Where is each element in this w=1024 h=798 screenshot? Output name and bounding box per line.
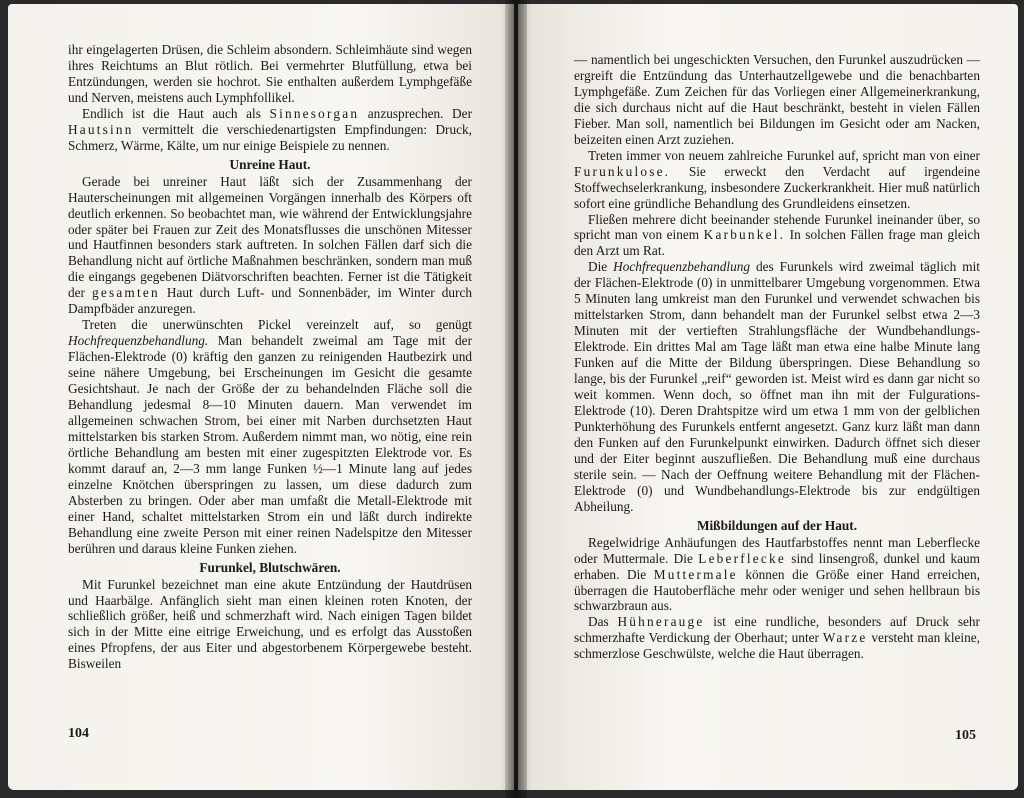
paragraph-sinnesorgan: Endlich ist die Haut auch als Sinnesorgan anzusprechen. Der Hautsinn vermittelt die verschiedenartigsten Empfindungen: Druck, Schmerz, Wärme, Kälte, um nur einige Beispiele zu nennen. [68, 105, 472, 153]
page-number: 104 [68, 726, 89, 741]
paragraph-hochfrequenz: Die Hochfrequenzbehandlung des Furunkels wird zweimal täglich mit der Flächen-Elektrode (0) in unmittelbarer Umgebung vorgenommen. Etwa 5 Minuten lang umkreist man den Furunkel und verwendet schwachen bis mittelstarken Strom, dann behandelt man der Furunkel selbst etwa 2—3 Minuten mit der vertieften Strahlungsfläche der Wundbehandlungs-Elektrode. Ein drittes Mal am Tage läßt man etwa eine halbe Minute lang Funken auf die Mitte der Bildung überspringen. Diese Behandlung so lange, bis der Furunkel „reif“ geworden ist. Meist wird es dann gar nicht so weit kommen. Wenn doch, so öffnet man ihn mit der Fulgurations-Elektrode (10). Deren Drahtspitze wird um etwa 1 mm von der gelblichen Punkterhöhung des Furunkels entfernt angesetzt. Ganz kurz läßt man dann den Funken auf den Furunkelpunkt einwirken. Dadurch öffnet sich dieser und der Eiter beginnt auszufließen. Die Behandlung muß eine durchaus sterile sein. — Nach der Oeffnung weitere Behandlung mit der Flächen-Elektrode (0) und Wundbehandlungs-Elektrode bis zur endgültigen Abheilung. [574, 259, 980, 514]
paragraph-furunkulose: Treten immer von neuem zahlreiche Furunkel auf, spricht man von einer Furunkulose. Sie erweckt den Verdacht auf irgendeine Stoffwechselerkrankung, insbesondere Zuckerkrankheit. Hier muß natürlich sofort eine gründliche Behandlung des Grundleidens einsetzen. [574, 147, 980, 211]
paragraph-mit-furunkel: Mit Furunkel bezeichnet man eine akute Entzündung der Hautdrüsen und Haarbälge. Anfänglich sieht man einen kleinen roten Knoten, der schließlich größer, heiß und schmerzhaft wird. Nach einigen Tagen bildet sich in der Mitte eine eitrige Erweichung, und es erfolgt das Ausstoßen eines Pfropfens, der aus Eiter und abgestorbenem Körpergewebe besteht. Bisweilen [68, 576, 472, 672]
paragraph-namentlich: — namentlich bei ungeschickten Versuchen, den Furunkel auszudrücken — ergreift die Entzündung das Unterhautzellgewebe und die benachbarten Lymphgefäße. Zum Zeichen für das Vorliegen einer Allgemeinerkrankung, die sich durchaus nicht auf die Haut beschränkt, besteht in vielen Fällen Fieber. Man soll, namentlich bei Bildungen im Gesicht oder am Nacken, beizeiten einen Arzt zuziehen. [574, 52, 980, 147]
right-page [518, 4, 1018, 790]
left-page [8, 4, 514, 790]
paragraph-karbunkel: Fließen mehrere dicht beeinander stehende Furunkel ineinander über, so spricht man von einem Karbunkel. In solchen Fällen frage man gleich den Arzt um Rat. [574, 211, 980, 259]
right-page-text [574, 52, 980, 662]
paragraph-huehnerauge: Das Hühnerauge ist eine rundliche, besonders auf Druck sehr schmerzhafte Verdickung der Oberhaut; unter Warze versteht man kleine, schmerzlose Geschwülste, welche die Haut überragen. [574, 614, 980, 662]
paragraph-regelwidrige: Regelwidrige Anhäufungen des Hautfarbstoffes nennt man Leberflecke oder Muttermale. Die Leberflecke sind linsengroß, dunkel und kaum erhaben. Die Muttermale können die Größe einer Hand erreichen, überragen die Hautoberfläche mehr oder weniger und sehen hellbraun bis schwarzbraun aus. [574, 534, 980, 614]
book-gutter [505, 0, 527, 798]
section-heading-furunkel: Furunkel, Blutschwären. [199, 559, 341, 575]
paragraph-gerade: Gerade bei unreiner Haut läßt sich der Zusammenhang der Hauterscheinungen mit allgemeinen Vorgängen innerhalb des Körpers oft deutlich erkennen. So beobachtet man, wie während der Entwicklungsjahre oder später bei Frauen zur Zeit des Monatsflusses die unschönen Mitesser und Hautfinnen besonders stark auftreten. In solchen Fällen darf sich die Behandlung nicht auf örtliche Maßnahmen beschränken, sondern man muß die eingangs gegebenen Diätvorschriften beachten. Ferner ist die Tätigkeit der gesamten Haut durch Luft- und Sonnenbäder, im Winter durch Dampfbäder anzuregen. [68, 173, 472, 317]
paragraph-treten: Treten die unerwünschten Pickel vereinzelt auf, so genügt Hochfrequenzbehandlung. Man behandelt zweimal am Tage mit der Flächen-Elektrode (0) kräftig den ganzen zu reinigenden Hautbezirk und seine nähere Umgebung, bei Erscheinungen im Gesicht die gesamte Gesichtshaut. Je nach der Größe der zu behandelnden Fläche soll die Behandlung jedesmal 8—10 Minuten dauern. Man verwendet im allgemeinen schwachen Strom, bei einer mit Narben durchsetzten Haut mittelstarken bis starken Strom. Außerdem nimmt man, wo nötig, eine rein örtliche Behandlung am besten mit einer zugespitzten Elektrode vor. Es kommt darauf an, 2—3 mm lange Funken ½—1 Minute lang auf jedes einzelne Knötchen überspringen zu lassen, um diese dadurch zum Absterben zu bringen. Oder aber man umfaßt die Metall-Elektrode mit einer Hand, schaltet mittelstarken Strom ein und läßt durch indirekte Behandlung eine zweite Person mit einer reinen Nadelspitze den Mitesser berühren und daraus kleine Funken ziehen. [68, 317, 472, 556]
paragraph: ihr eingelagerten Drüsen, die Schleim absondern. Schleimhäute sind wegen ihres Reichtums an Blut rötlich. Bei vermehrter Blutfüllung, etwa bei Entzündungen, werden sie hochrot. Sie enthalten außerdem Lymphgefäße und Nerven, meistens auch Lymphfollikel. [68, 42, 472, 105]
section-heading-unreine-haut: Unreine Haut. [229, 156, 311, 172]
section-heading-missbildungen: Mißbildungen auf der Haut. [696, 517, 858, 533]
left-page-text [68, 42, 472, 672]
page-number: 105 [955, 728, 976, 743]
